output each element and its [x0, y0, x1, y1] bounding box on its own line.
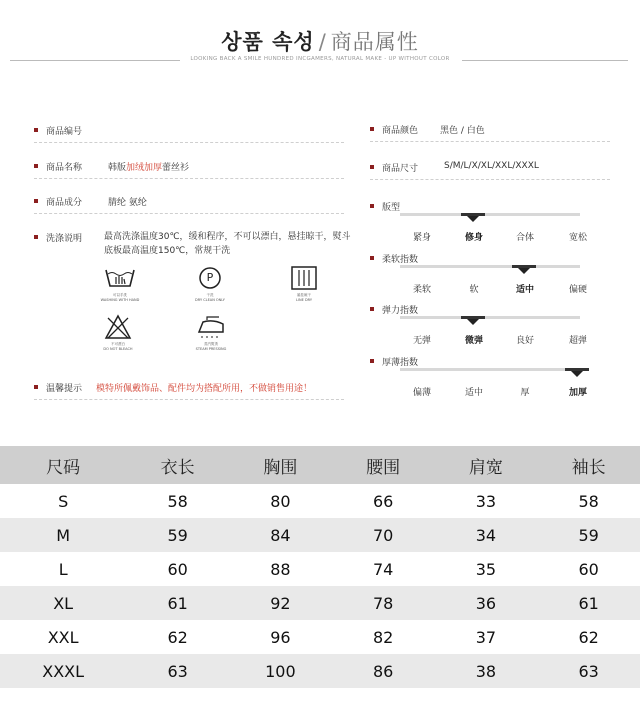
- size-column-header: 尺码: [0, 446, 126, 484]
- table-cell: 96: [270, 627, 291, 647]
- bullet-icon: [370, 204, 374, 208]
- color-label: 商品颜色: [382, 126, 419, 136]
- size-column-header: 肩宽: [435, 446, 538, 484]
- scale-option: 偏硬: [568, 285, 587, 295]
- scale-track: [400, 265, 580, 268]
- table-cell: S: [58, 491, 69, 511]
- scale-option: 厚: [520, 388, 530, 398]
- scale-option: 偏薄: [412, 388, 431, 398]
- table-cell: 63: [537, 654, 640, 688]
- size-table-header: [0, 446, 640, 484]
- page-title: [0, 26, 640, 56]
- scale-option: 超弹: [568, 336, 587, 346]
- scale-marker-icon: [571, 371, 583, 377]
- scale-option: 柔软: [412, 285, 431, 295]
- line-dry-caption: 悬挂晾干 LINE DRY: [296, 293, 312, 302]
- steam-iron-icon: [193, 316, 229, 338]
- name-label: 商品名称: [46, 163, 83, 173]
- no-bleach-icon: [104, 314, 132, 340]
- bullet-icon: [370, 256, 374, 260]
- title-separator: /: [318, 30, 327, 54]
- name-value-pre: 韩版: [108, 163, 127, 173]
- size-table-body: [0, 484, 640, 688]
- table-cell: M: [0, 518, 126, 552]
- scale-option: 软: [469, 285, 479, 295]
- table-cell: L: [58, 559, 68, 579]
- table-cell: 58: [578, 491, 599, 511]
- table-cell: 86: [332, 654, 435, 688]
- scale-track: [400, 213, 580, 216]
- bullet-icon: [34, 385, 38, 389]
- scale-option: 修身: [464, 233, 483, 243]
- scale-option: 良好: [515, 336, 534, 346]
- scale-marker-icon: [467, 216, 479, 222]
- title-chinese: 商品属性: [330, 30, 419, 54]
- table-cell: 60: [167, 559, 188, 579]
- size-column-header: 腰围: [332, 446, 435, 484]
- table-cell: 62: [167, 627, 188, 647]
- hand-wash-caption: 可以手洗 WASHING WITH HAND: [100, 293, 140, 302]
- divider: [34, 213, 344, 214]
- scale-marker-icon: [467, 319, 479, 325]
- table-row: [0, 586, 640, 620]
- scale-option: 适中: [464, 388, 483, 398]
- scale-option: 宽松: [568, 233, 587, 243]
- scale-label: 柔软指数: [382, 255, 419, 265]
- tip-value: 模特所佩戴饰品、配件均为搭配所用，不做销售用途！: [96, 384, 313, 394]
- table-cell: 58: [167, 491, 188, 511]
- scale-label: 弹力指数: [382, 306, 419, 316]
- divider: [34, 399, 344, 400]
- header-subtitle: LOOKING BACK A SMILE HUNDRED INCGAMERS, NATURAL MAKE - UP WITHOUT COLOR: [190, 56, 450, 62]
- bullet-icon: [34, 199, 38, 203]
- wash-text: 最高洗涤温度30℃，缓和程序，不可以漂白，悬挂晾干，熨斗底板最高温度150℃，常规干洗: [104, 232, 351, 256]
- table-cell: 37: [475, 627, 497, 647]
- item-no-label: 商品编号: [46, 127, 83, 137]
- bullet-icon: [370, 127, 374, 131]
- bullet-icon: [34, 164, 38, 168]
- bullet-icon: [370, 165, 374, 169]
- table-cell: 38: [435, 654, 538, 688]
- table-cell: 59: [537, 518, 640, 552]
- table-cell: 88: [270, 559, 291, 579]
- scale-option: 无弹: [412, 336, 431, 346]
- table-cell: XXXL: [0, 654, 126, 688]
- table-cell: 70: [332, 518, 435, 552]
- bullet-icon: [34, 128, 38, 132]
- page-header: [0, 0, 640, 80]
- size-value: S/M/L/X/XL/XXL/XXXL: [444, 161, 539, 171]
- table-cell: 34: [435, 518, 538, 552]
- divider: [370, 141, 610, 142]
- divider: [34, 142, 344, 143]
- line-dry-icon: [291, 266, 317, 290]
- material-label: 商品成分: [46, 198, 83, 208]
- scale-option: 紧身: [412, 233, 431, 243]
- dry-clean-caption: 干洗 DRY CLEAN ONLY: [195, 293, 225, 302]
- table-row: [0, 518, 640, 552]
- table-cell: 84: [229, 518, 332, 552]
- scale-option: 加厚: [568, 388, 587, 398]
- material-value: 腈纶 氨纶: [108, 198, 147, 208]
- table-row: [0, 654, 640, 688]
- table-cell: 80: [270, 491, 291, 511]
- scale-label: 厚薄指数: [382, 358, 419, 368]
- table-cell: 61: [126, 586, 229, 620]
- table-cell: 63: [126, 654, 229, 688]
- size-table: [0, 446, 640, 688]
- table-cell: XL: [0, 586, 126, 620]
- dry-clean-glyph: P: [206, 271, 214, 284]
- bullet-icon: [34, 235, 38, 239]
- table-cell: 35: [475, 559, 497, 579]
- scale-option: 合体: [515, 233, 534, 243]
- table-cell: 33: [475, 491, 497, 511]
- title-korean: 상품 속성: [221, 30, 315, 54]
- scale-label: 版型: [382, 203, 401, 213]
- name-value-post: 蕾丝衫: [162, 163, 190, 173]
- no-bleach-caption: 不可漂白 DO NOT BLEACH: [103, 342, 133, 351]
- size-column-header: 袖长: [537, 446, 640, 484]
- name-value-highlight: 加绒加厚: [126, 163, 163, 173]
- table-row: [0, 484, 640, 518]
- divider: [34, 178, 344, 179]
- table-cell: 66: [372, 491, 394, 511]
- wash-label: 洗涤说明: [46, 234, 83, 244]
- scale-track: [400, 316, 580, 319]
- steam-iron-caption: 蒸汽熨烫 STEAM PRESSING: [195, 342, 227, 351]
- hand-wash-icon: [104, 266, 136, 290]
- name-value: [108, 160, 189, 173]
- bullet-icon: [370, 359, 374, 363]
- size-column-header: 胸围: [229, 446, 332, 484]
- color-value: 黑色 / 白色: [440, 126, 485, 136]
- bullet-icon: [370, 307, 374, 311]
- tip-label: 温馨提示: [46, 384, 83, 394]
- table-row: [0, 552, 640, 586]
- table-cell: 59: [126, 518, 229, 552]
- size-label: 商品尺寸: [382, 164, 419, 174]
- table-cell: 74: [372, 559, 394, 579]
- table-cell: 36: [435, 586, 538, 620]
- table-cell: XXL: [47, 627, 79, 647]
- table-row: [0, 620, 640, 654]
- table-cell: 60: [578, 559, 599, 579]
- table-cell: 78: [332, 586, 435, 620]
- divider: [370, 179, 610, 180]
- scale-option: 微弹: [464, 336, 483, 346]
- scale-option: 适中: [515, 285, 534, 295]
- size-column-header: 衣长: [126, 446, 229, 484]
- scale-track: [400, 368, 580, 371]
- scale-marker-icon: [518, 268, 530, 274]
- table-cell: 82: [372, 627, 394, 647]
- table-cell: 62: [578, 627, 599, 647]
- table-cell: 92: [229, 586, 332, 620]
- table-cell: 61: [537, 586, 640, 620]
- table-cell: 100: [229, 654, 332, 688]
